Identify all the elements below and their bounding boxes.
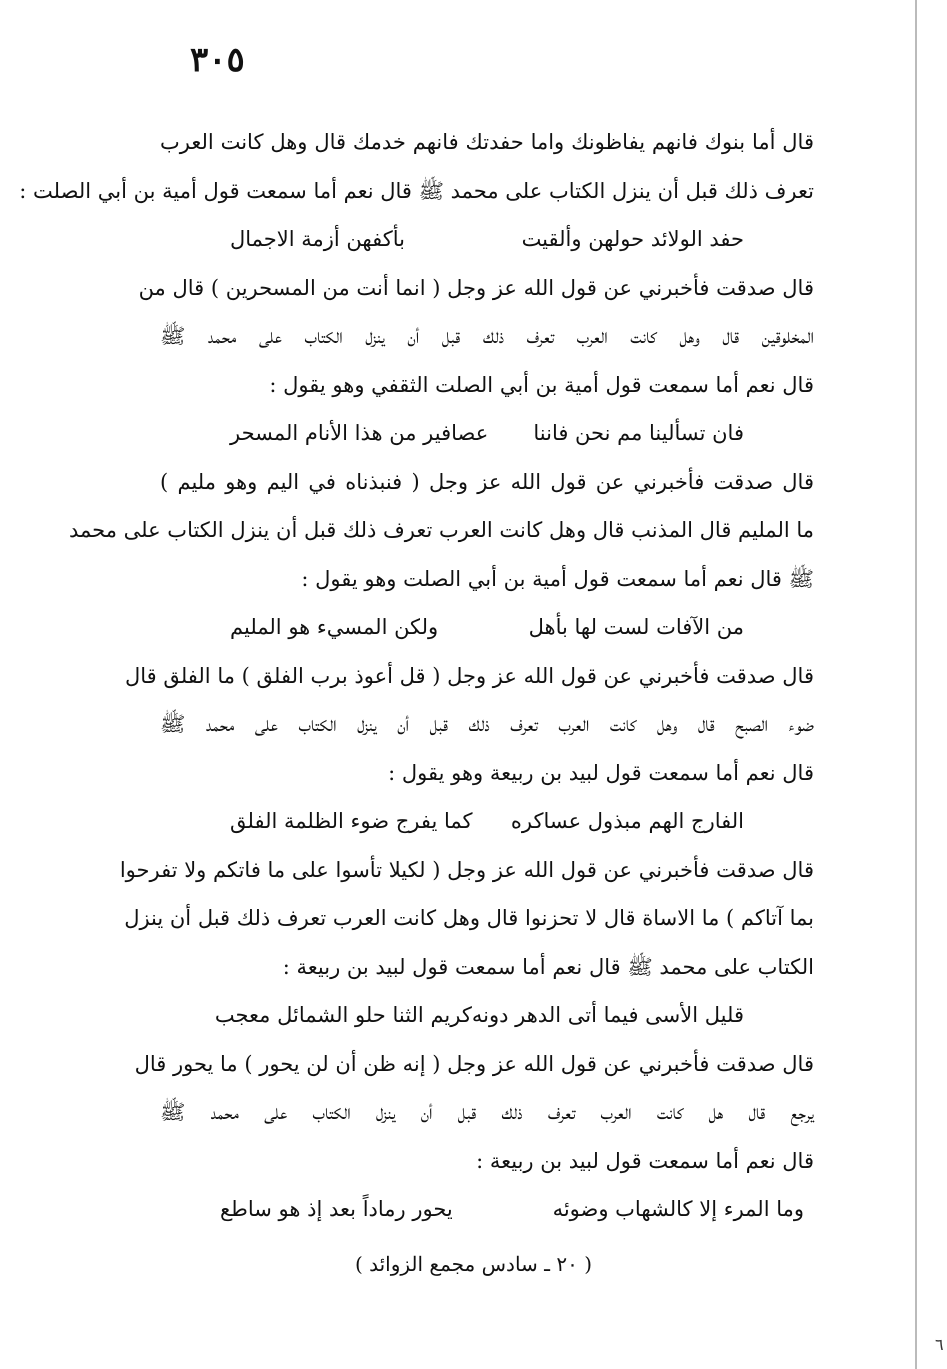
- text-line: قال صدقت فأخبرني عن قول الله عز وجل ( إنه ظن أن لن يحور ) ما يحور قال: [134, 1051, 814, 1076]
- text-line: قال نعم أما سمعت قول لبيد بن ربيعة :: [476, 1148, 814, 1173]
- verse-line: [160, 797, 814, 846]
- text-line: قال نعم أما سمعت قول لبيد بن ربيعة وهو يقول :: [388, 760, 814, 785]
- text-line: بما آتاكم ) ما الاساة قال لا تحزنوا قال وهل كانت العرب تعرف ذلك قبل أن ينزل: [124, 906, 814, 930]
- text-line: قال صدقت فأخبرني عن قول الله عز وجل ( قل أعوذ برب الفلق ) ما الفلق قال: [124, 663, 814, 688]
- verse-second-hemistich: يحور رماداً بعد إذ هو ساطع: [220, 1197, 453, 1221]
- verse-line: [160, 991, 814, 1040]
- text-line: ما المليم قال المذنب قال وهل كانت العرب تعرف ذلك قبل أن ينزل الكتاب على محمد: [69, 518, 814, 542]
- verse-second-hemistich: كريم الثنا حلو الشمائل معجب: [214, 1003, 472, 1027]
- text-line: الكتاب على محمد ﷺ قال نعم أما سمعت قول لبيد بن ربيعة :: [282, 954, 814, 979]
- text-line: المخلوقين قال وهل كانت العرب تعرف ذلك قبل أن ينزل الكتاب على محمد ﷺ: [160, 324, 814, 348]
- text-line: قال أما بنوك فانهم يفاظونك واما حفدتك فانهم خدمك قال وهل كانت العرب: [160, 130, 814, 154]
- verse-second-hemistich: كما يفرج ضوء الظلمة الفلق: [230, 809, 473, 833]
- page-number: ٣٠٥: [190, 40, 245, 80]
- text-line: قال صدقت فأخبرني عن قول الله عز وجل ( لكيلا تأسوا على ما فاتكم ولا تفرحوا: [119, 857, 814, 882]
- edge-mark: ٦: [935, 1335, 944, 1354]
- text-line: ﷺ قال نعم أما سمعت قول أمية بن أبي الصلت وهو يقول :: [301, 566, 814, 591]
- verse-first-hemistich: من الآفات لست لها بأهل: [528, 615, 744, 639]
- verse-first-hemistich: وما المرء إلا كالشهاب وضوئه: [552, 1197, 804, 1221]
- verse-line: [160, 215, 814, 264]
- verse-line: [160, 409, 814, 458]
- verse-first-hemistich: الفارج الهم مبذول عساكره: [510, 809, 744, 833]
- text-line: ضوء الصبح قال وهل كانت العرب تعرف ذلك قبل أن ينزل الكتاب على محمد ﷺ: [160, 712, 814, 736]
- verse-first-hemistich: قليل الأسى فيما أتى الدهر دونه: [471, 1003, 744, 1027]
- verse-first-hemistich: حفد الولائد حولهن وألقيت: [521, 227, 744, 251]
- footer-signature: ( ٢٠ ـ سادس مجمع الزوائد ): [354, 1252, 593, 1276]
- verse-first-hemistich: فان تسألينا مم نحن فاننا: [533, 421, 744, 445]
- body-text: [19, 118, 814, 1234]
- verse-line: [160, 1185, 814, 1234]
- verse-second-hemistich: عصافير من هذا الأنام المسحر: [230, 421, 489, 445]
- page-edge-line: [915, 0, 917, 1369]
- text-line: قال صدقت فأخبرني عن قول الله عز وجل ( فنبذناه في اليم وهو مليم ): [160, 469, 814, 494]
- verse-second-hemistich: ولكن المسيء هو المليم: [230, 615, 439, 639]
- verse-line: [160, 603, 814, 652]
- text-line: يرجع قال هل كانت العرب تعرف ذلك قبل أن ينزل الكتاب على محمد ﷺ: [160, 1100, 814, 1124]
- text-line: قال صدقت فأخبرني عن قول الله عز وجل ( انما أنت من المسحرين ) قال من: [138, 275, 814, 300]
- text-line: قال نعم أما سمعت قول أمية بن أبي الصلت الثقفي وهو يقول :: [269, 372, 814, 397]
- verse-second-hemistich: بأكفهن أزمة الاجمال: [230, 227, 405, 251]
- text-line: تعرف ذلك قبل أن ينزل الكتاب على محمد ﷺ قال نعم أما سمعت قول أمية بن أبي الصلت :: [19, 178, 814, 203]
